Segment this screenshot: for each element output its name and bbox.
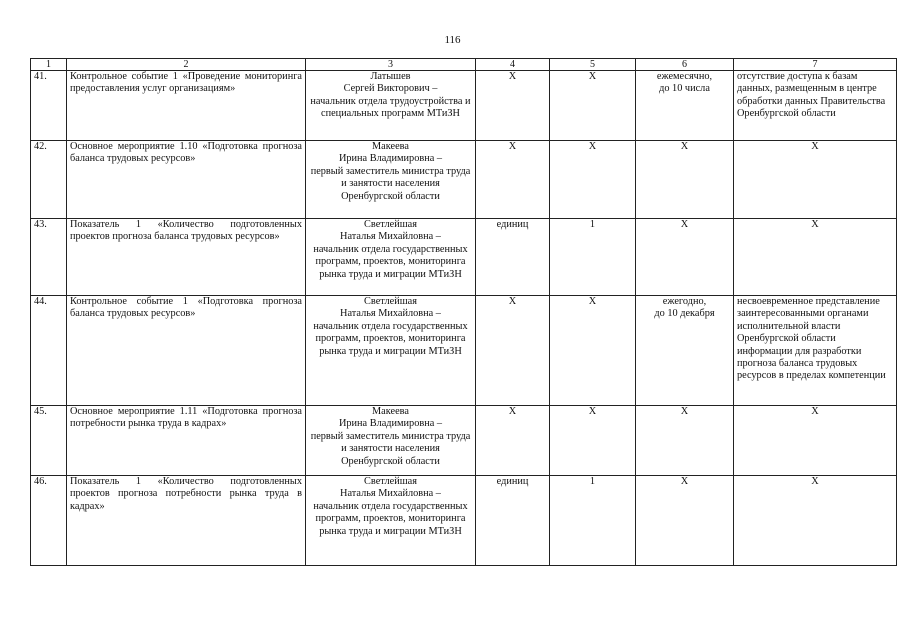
row-number-cell: 46. <box>31 476 67 566</box>
responsible-person-cell: Светлейшая Наталья Михайловна – начальник отдела государственных программ, проектов, мониторинга рынка труда и миграции МТиЗН <box>306 476 476 566</box>
page-number: 116 <box>444 34 461 46</box>
indicator-value-cell: X <box>550 406 636 476</box>
column-number: 3 <box>306 59 476 71</box>
column-number-row <box>31 59 897 71</box>
deadline-cell: X <box>636 219 734 296</box>
indicator-value-cell: 1 <box>550 476 636 566</box>
plan-table <box>30 58 897 566</box>
table-row <box>31 219 897 296</box>
event-name-cell: Основное мероприятие 1.10 «Подготовка прогноза баланса трудовых ресурсов» <box>67 141 306 219</box>
event-name-cell: Основное мероприятие 1.11 «Подготовка прогноза потребности рынка труда в кадрах» <box>67 406 306 476</box>
event-name-cell: Контрольное событие 1 «Проведение мониторинга предоставления услуг организациям» <box>67 71 306 141</box>
responsible-person-cell: Светлейшая Наталья Михайловна – начальник отдела государственных программ, проектов, мониторинга рынка труда и миграции МТиЗН <box>306 219 476 296</box>
deadline-cell: X <box>636 141 734 219</box>
column-number: 2 <box>67 59 306 71</box>
unit-of-measure-cell: единиц <box>476 219 550 296</box>
column-number: 4 <box>476 59 550 71</box>
column-number: 6 <box>636 59 734 71</box>
row-number-cell: 42. <box>31 141 67 219</box>
responsible-person-cell: Макеева Ирина Владимировна – первый заместитель министра труда и занятости населения Оренбургской области <box>306 141 476 219</box>
event-name-cell: Контрольное событие 1 «Подготовка прогноза баланса трудовых ресурсов» <box>67 296 306 406</box>
responsible-person-cell: Макеева Ирина Владимировна – первый заместитель министра труда и занятости населения Оренбургской области <box>306 406 476 476</box>
responsible-person-cell: Светлейшая Наталья Михайловна – начальник отдела государственных программ, проектов, мониторинга рынка труда и миграции МТиЗН <box>306 296 476 406</box>
unit-of-measure-cell: X <box>476 296 550 406</box>
event-name-cell: Показатель 1 «Количество подготовленных проектов прогноза баланса трудовых ресурсов» <box>67 219 306 296</box>
column-number: 7 <box>734 59 897 71</box>
unit-of-measure-cell: X <box>476 71 550 141</box>
deadline-cell: ежегодно, до 10 декабря <box>636 296 734 406</box>
table-row <box>31 141 897 219</box>
deadline-cell: ежемесячно, до 10 числа <box>636 71 734 141</box>
indicator-value-cell: X <box>550 296 636 406</box>
deadline-cell: X <box>636 476 734 566</box>
unit-of-measure-cell: единиц <box>476 476 550 566</box>
column-number: 5 <box>550 59 636 71</box>
table-row <box>31 71 897 141</box>
risks-cell: X <box>734 476 897 566</box>
event-name-cell: Показатель 1 «Количество подготовленных проектов прогноза потребности рынка труда в кадрах» <box>67 476 306 566</box>
unit-of-measure-cell: X <box>476 141 550 219</box>
risks-cell: X <box>734 141 897 219</box>
responsible-person-cell: Латышев Сергей Викторович – начальник отдела трудоустройства и специальных программ МТиЗН <box>306 71 476 141</box>
table-row <box>31 476 897 566</box>
table-row <box>31 296 897 406</box>
risks-cell: отсутствие доступа к базам данных, размещенным в центре обработки данных Правительства Оренбургской области <box>734 71 897 141</box>
row-number-cell: 41. <box>31 71 67 141</box>
row-number-cell: 45. <box>31 406 67 476</box>
risks-cell: X <box>734 406 897 476</box>
row-number-cell: 44. <box>31 296 67 406</box>
column-number: 1 <box>31 59 67 71</box>
indicator-value-cell: X <box>550 71 636 141</box>
indicator-value-cell: 1 <box>550 219 636 296</box>
indicator-value-cell: X <box>550 141 636 219</box>
risks-cell: X <box>734 219 897 296</box>
risks-cell: несвоевременное представление заинтересованными органами исполнительной власти Оренбургской области информации для разработки прогноза баланса трудовых ресурсов в пределах компетенции <box>734 296 897 406</box>
row-number-cell: 43. <box>31 219 67 296</box>
table-row <box>31 406 897 476</box>
unit-of-measure-cell: X <box>476 406 550 476</box>
deadline-cell: X <box>636 406 734 476</box>
